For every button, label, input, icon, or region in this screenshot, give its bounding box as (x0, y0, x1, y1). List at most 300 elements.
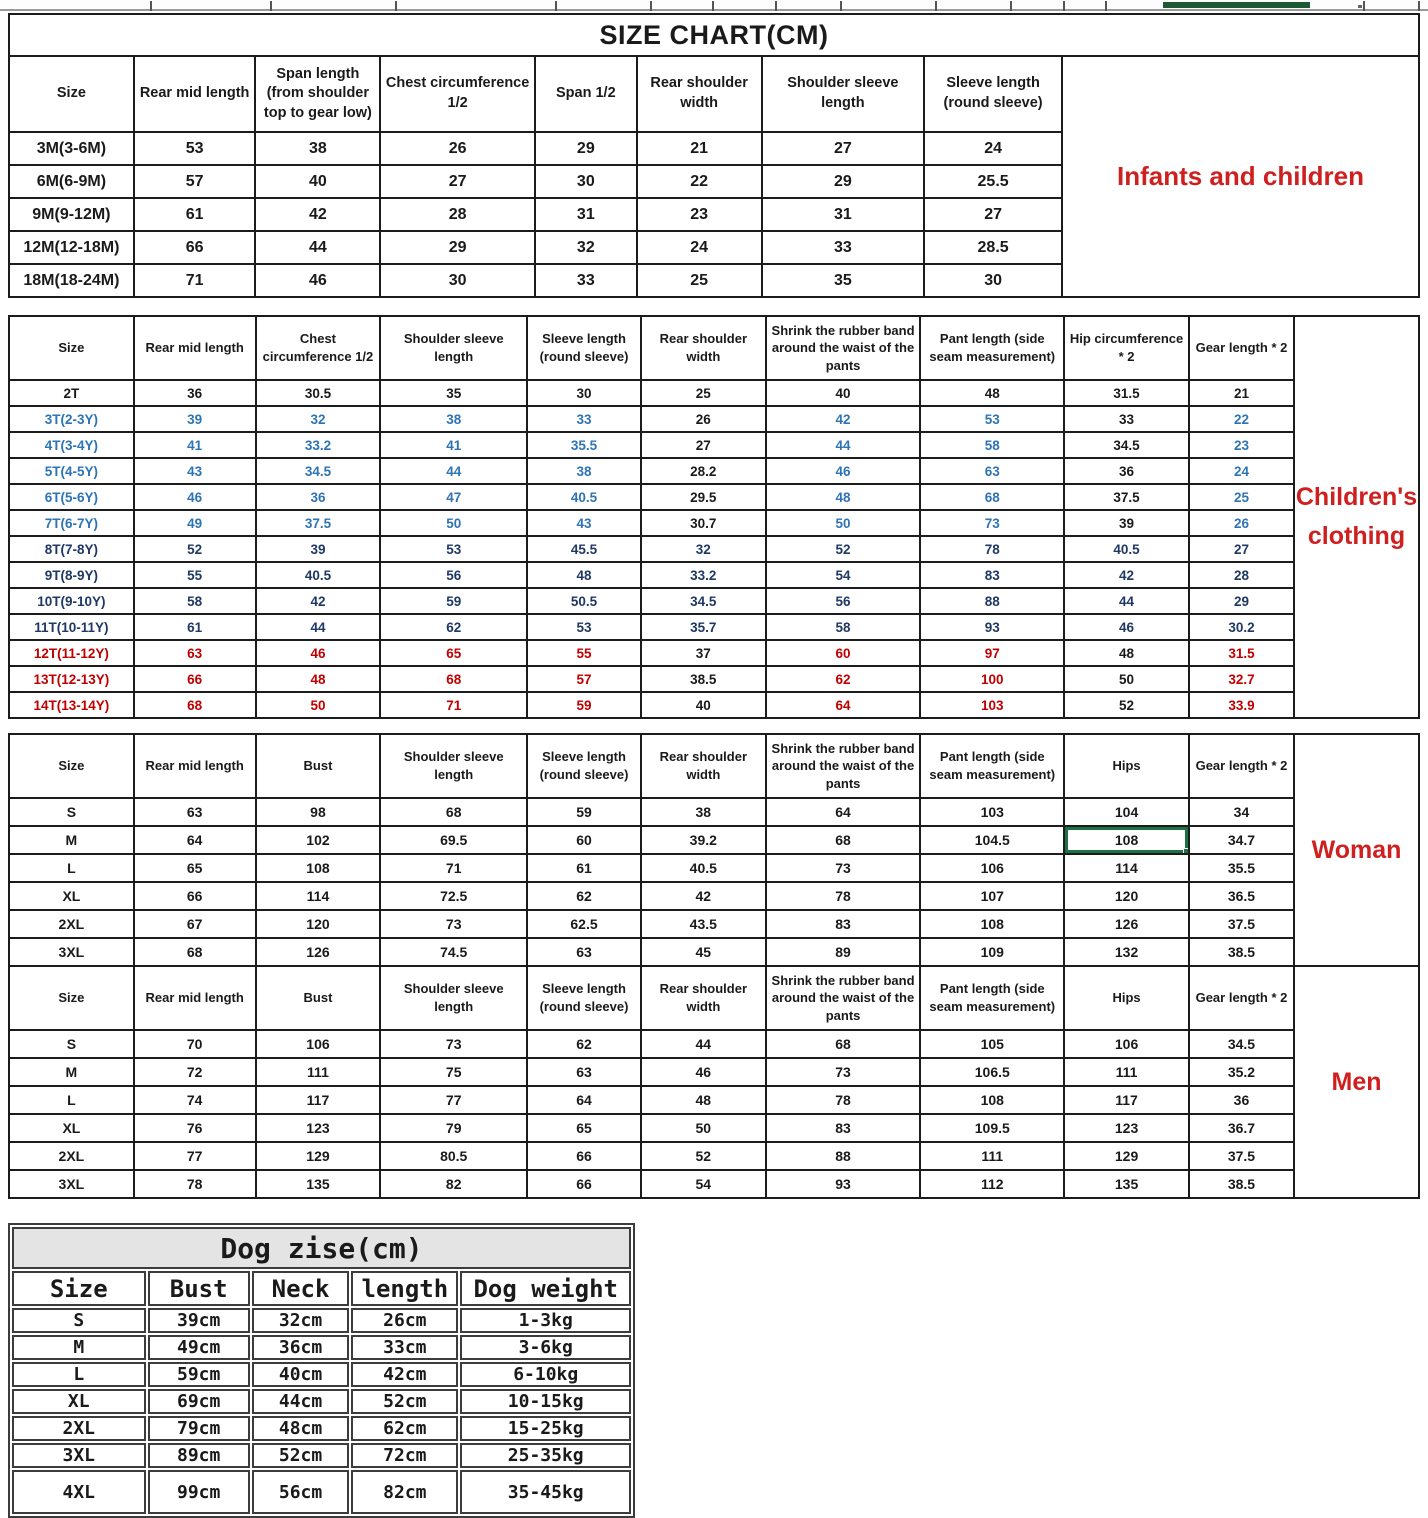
value-cell: 50 (641, 1114, 766, 1142)
value-cell: 66 (134, 882, 256, 910)
table-row (9, 826, 1294, 854)
value-cell: 66 (527, 1170, 641, 1198)
value-cell: 50 (380, 510, 527, 536)
size-cell: S (12, 1308, 146, 1333)
value-cell: 35.5 (1189, 854, 1294, 882)
size-cell: 6T(5-6Y) (9, 484, 134, 510)
value-cell: 64 (766, 798, 921, 826)
table-row (9, 380, 1294, 406)
value-cell: 29 (762, 165, 925, 198)
value-cell: 73 (380, 1030, 527, 1058)
column-header: Size (9, 316, 134, 380)
column-header: Shrink the rubber band around the waist of the pants (766, 966, 921, 1030)
value-cell: 46 (255, 264, 380, 297)
value-cell: 106.5 (920, 1058, 1064, 1086)
value-cell: 56cm (252, 1470, 349, 1514)
column-header: Shoulder sleeve length (380, 966, 527, 1030)
value-cell: 25 (641, 380, 766, 406)
column-header: Hip circumference * 2 (1064, 316, 1189, 380)
value-cell: 63 (134, 798, 256, 826)
value-cell: 71 (380, 692, 527, 718)
value-cell: 71 (134, 264, 256, 297)
value-cell: 48 (641, 1086, 766, 1114)
value-cell: 35-45kg (460, 1470, 631, 1514)
value-cell: 48 (1064, 640, 1189, 666)
size-cell: 8T(7-8Y) (9, 536, 134, 562)
column-header: Sleeve length (round sleeve) (924, 56, 1062, 132)
value-cell: 42 (766, 406, 921, 432)
value-cell: 36 (134, 380, 256, 406)
value-cell: 34.5 (641, 588, 766, 614)
value-cell: 52 (641, 1142, 766, 1170)
value-cell: 59 (527, 798, 641, 826)
value-cell: 65 (380, 640, 527, 666)
value-cell: 40.5 (1064, 536, 1189, 562)
value-cell: 65 (527, 1114, 641, 1142)
value-cell: 129 (256, 1142, 381, 1170)
value-cell: 135 (256, 1170, 381, 1198)
value-cell: 68 (766, 826, 921, 854)
column-header: Bust (256, 966, 381, 1030)
value-cell: 40 (255, 165, 380, 198)
value-cell: 104.5 (920, 826, 1064, 854)
column-boundary-tick (650, 1, 652, 11)
table-row (9, 484, 1294, 510)
column-header: Pant length (side seam measurement) (920, 966, 1064, 1030)
value-cell: 46 (1064, 614, 1189, 640)
value-cell: 34 (1189, 798, 1294, 826)
value-cell: 65 (134, 854, 256, 882)
men-size-table (8, 965, 1295, 1199)
value-cell: 40 (766, 380, 921, 406)
column-header: Rear mid length (134, 734, 256, 798)
value-cell: 103 (920, 798, 1064, 826)
column-header: Sleeve length (round sleeve) (527, 966, 641, 1030)
value-cell: 44 (380, 458, 527, 484)
size-cell: 5T(4-5Y) (9, 458, 134, 484)
column-header: Bust (148, 1271, 250, 1306)
men-label: Men (1293, 965, 1420, 1199)
value-cell: 26 (1189, 510, 1294, 536)
value-cell: 38.5 (641, 666, 766, 692)
table-row (9, 1030, 1294, 1058)
value-cell: 26 (641, 406, 766, 432)
value-cell: 30 (924, 264, 1062, 297)
value-cell: 36cm (252, 1335, 349, 1360)
value-cell: 57 (134, 165, 256, 198)
value-cell: 44 (255, 231, 380, 264)
column-header: Pant length (side seam measurement) (920, 734, 1064, 798)
value-cell: 43.5 (641, 910, 766, 938)
value-cell: 49cm (148, 1335, 250, 1360)
value-cell: 33 (535, 264, 637, 297)
value-cell: 64 (134, 826, 256, 854)
value-cell: 106 (1064, 1030, 1189, 1058)
value-cell: 43 (134, 458, 256, 484)
value-cell: 56 (380, 562, 527, 588)
value-cell: 45.5 (527, 536, 641, 562)
column-header: Rear shoulder width (641, 966, 766, 1030)
value-cell: 33 (1064, 406, 1189, 432)
value-cell: 69.5 (380, 826, 527, 854)
table-row (9, 1058, 1294, 1086)
table-row (9, 536, 1294, 562)
value-cell: 63 (527, 1058, 641, 1086)
value-cell: 108 (256, 854, 381, 882)
column-header: Shoulder sleeve length (380, 734, 527, 798)
value-cell: 82 (380, 1170, 527, 1198)
value-cell: 34.5 (1064, 432, 1189, 458)
value-cell: 24 (1189, 458, 1294, 484)
table-row (9, 264, 1062, 297)
value-cell: 44 (641, 1030, 766, 1058)
column-boundary-tick (1418, 1, 1420, 11)
column-boundary-tick (1105, 1, 1107, 11)
value-cell: 89cm (148, 1443, 250, 1468)
column-header: Rear mid length (134, 966, 256, 1030)
value-cell: 39.2 (641, 826, 766, 854)
table-row (9, 640, 1294, 666)
value-cell: 38 (255, 132, 380, 165)
table-row (12, 1443, 631, 1468)
size-cell: 7T(6-7Y) (9, 510, 134, 536)
value-cell: 93 (766, 1170, 921, 1198)
value-cell: 61 (134, 198, 256, 231)
strip-dot (1358, 5, 1362, 8)
value-cell: 36.5 (1189, 882, 1294, 910)
table-row (9, 432, 1294, 458)
value-cell: 48cm (252, 1416, 349, 1441)
value-cell: 66 (134, 231, 256, 264)
size-cell: 9M(9-12M) (9, 198, 134, 231)
woman-label: Woman (1293, 733, 1420, 967)
dog-table-title: Dog zise(cm) (12, 1227, 631, 1269)
value-cell: 32 (641, 536, 766, 562)
value-cell: 32.7 (1189, 666, 1294, 692)
spreadsheet-column-strip (0, 0, 1428, 11)
value-cell: 35.7 (641, 614, 766, 640)
value-cell: 36.7 (1189, 1114, 1294, 1142)
value-cell: 30.5 (256, 380, 381, 406)
value-cell: 53 (527, 614, 641, 640)
value-cell: 123 (256, 1114, 381, 1142)
table-row (9, 854, 1294, 882)
column-header: Size (9, 56, 134, 132)
column-header: Rear shoulder width (641, 734, 766, 798)
column-header: Rear mid length (134, 316, 256, 380)
value-cell: 72.5 (380, 882, 527, 910)
value-cell: 31 (762, 198, 925, 231)
column-header: Hips (1064, 966, 1189, 1030)
value-cell: 37 (641, 640, 766, 666)
table-row (9, 132, 1062, 165)
value-cell: 69cm (148, 1389, 250, 1414)
value-cell: 55 (134, 562, 256, 588)
value-cell: 60 (527, 826, 641, 854)
value-cell: 52cm (351, 1389, 458, 1414)
size-cell: L (9, 854, 134, 882)
value-cell: 60 (766, 640, 921, 666)
active-cell: 108 (1064, 826, 1189, 854)
selected-column-highlight (1163, 2, 1310, 8)
size-cell: 3XL (9, 1170, 134, 1198)
value-cell: 26cm (351, 1308, 458, 1333)
value-cell: 109.5 (920, 1114, 1064, 1142)
value-cell: 48 (766, 484, 921, 510)
value-cell: 68 (134, 692, 256, 718)
value-cell: 46 (256, 640, 381, 666)
value-cell: 40.5 (641, 854, 766, 882)
value-cell: 63 (134, 640, 256, 666)
value-cell: 29 (535, 132, 637, 165)
header-row (9, 56, 1062, 132)
column-boundary-tick (1363, 1, 1365, 11)
column-header: Shrink the rubber band around the waist of the pants (766, 734, 921, 798)
value-cell: 30 (380, 264, 535, 297)
column-boundary-tick (1010, 1, 1012, 11)
table-row (12, 1335, 631, 1360)
value-cell: 53 (920, 406, 1064, 432)
column-header: Shoulder sleeve length (380, 316, 527, 380)
column-header: Gear length * 2 (1189, 316, 1294, 380)
value-cell: 78 (920, 536, 1064, 562)
value-cell: 48 (256, 666, 381, 692)
value-cell: 50 (256, 692, 381, 718)
table-row (9, 562, 1294, 588)
column-boundary-tick (775, 1, 777, 11)
column-boundary-tick (555, 1, 557, 11)
value-cell: 135 (1064, 1170, 1189, 1198)
value-cell: 43 (527, 510, 641, 536)
table-row (12, 1416, 631, 1441)
value-cell: 30 (535, 165, 637, 198)
value-cell: 41 (134, 432, 256, 458)
column-header: Size (12, 1271, 146, 1306)
value-cell: 33cm (351, 1335, 458, 1360)
value-cell: 73 (766, 854, 921, 882)
dog-size-table (8, 1223, 635, 1518)
value-cell: 72 (134, 1058, 256, 1086)
column-header: Bust (256, 734, 381, 798)
column-header: Dog weight (460, 1271, 631, 1306)
table-row (9, 692, 1294, 718)
value-cell: 106 (920, 854, 1064, 882)
value-cell: 73 (920, 510, 1064, 536)
value-cell: 76 (134, 1114, 256, 1142)
value-cell: 10-15kg (460, 1389, 631, 1414)
value-cell: 27 (641, 432, 766, 458)
table-row (9, 1170, 1294, 1198)
value-cell: 34.5 (256, 458, 381, 484)
value-cell: 29 (1189, 588, 1294, 614)
men-section (8, 965, 1420, 1199)
table-row (9, 510, 1294, 536)
value-cell: 103 (920, 692, 1064, 718)
table-row (9, 1086, 1294, 1114)
size-cell: L (12, 1362, 146, 1387)
table-row (9, 938, 1294, 966)
size-cell: M (12, 1335, 146, 1360)
size-cell: 13T(12-13Y) (9, 666, 134, 692)
size-cell: 6M(6-9M) (9, 165, 134, 198)
value-cell: 114 (256, 882, 381, 910)
value-cell: 126 (1064, 910, 1189, 938)
table-row (12, 1470, 631, 1514)
value-cell: 117 (1064, 1086, 1189, 1114)
value-cell: 38.5 (1189, 1170, 1294, 1198)
header-row (9, 966, 1294, 1030)
value-cell: 68 (380, 798, 527, 826)
value-cell: 46 (134, 484, 256, 510)
value-cell: 44cm (252, 1389, 349, 1414)
value-cell: 79 (380, 1114, 527, 1142)
size-cell: 3XL (12, 1443, 146, 1468)
size-cell: 12T(11-12Y) (9, 640, 134, 666)
table-row (12, 1389, 631, 1414)
value-cell: 24 (637, 231, 762, 264)
value-cell: 38 (380, 406, 527, 432)
size-cell: 12M(12-18M) (9, 231, 134, 264)
value-cell: 82cm (351, 1470, 458, 1514)
value-cell: 132 (1064, 938, 1189, 966)
value-cell: 52 (134, 536, 256, 562)
value-cell: 31 (535, 198, 637, 231)
column-header: Gear length * 2 (1189, 966, 1294, 1030)
value-cell: 32 (256, 406, 381, 432)
value-cell: 25.5 (924, 165, 1062, 198)
value-cell: 108 (920, 1086, 1064, 1114)
value-cell: 32cm (252, 1308, 349, 1333)
value-cell: 77 (134, 1142, 256, 1170)
value-cell: 88 (920, 588, 1064, 614)
value-cell: 46 (766, 458, 921, 484)
value-cell: 32 (535, 231, 637, 264)
value-cell: 37.5 (1064, 484, 1189, 510)
column-header: length (351, 1271, 458, 1306)
value-cell: 52cm (252, 1443, 349, 1468)
value-cell: 78 (134, 1170, 256, 1198)
value-cell: 37.5 (1189, 1142, 1294, 1170)
value-cell: 35.5 (527, 432, 641, 458)
value-cell: 42 (256, 588, 381, 614)
value-cell: 1-3kg (460, 1308, 631, 1333)
value-cell: 106 (256, 1030, 381, 1058)
table-row (9, 614, 1294, 640)
column-header: Neck (252, 1271, 349, 1306)
column-boundary-tick (840, 1, 842, 11)
value-cell: 36 (1189, 1086, 1294, 1114)
value-cell: 74 (134, 1086, 256, 1114)
value-cell: 52 (1064, 692, 1189, 718)
column-header: Hips (1064, 734, 1189, 798)
size-cell: 2XL (9, 1142, 134, 1170)
value-cell: 64 (766, 692, 921, 718)
value-cell: 44 (766, 432, 921, 458)
value-cell: 59cm (148, 1362, 250, 1387)
value-cell: 22 (637, 165, 762, 198)
value-cell: 66 (527, 1142, 641, 1170)
value-cell: 41 (380, 432, 527, 458)
value-cell: 48 (920, 380, 1064, 406)
value-cell: 67 (134, 910, 256, 938)
value-cell: 26 (380, 132, 535, 165)
value-cell: 23 (637, 198, 762, 231)
value-cell: 28 (380, 198, 535, 231)
value-cell: 42 (255, 198, 380, 231)
value-cell: 28 (1189, 562, 1294, 588)
value-cell: 79cm (148, 1416, 250, 1441)
value-cell: 75 (380, 1058, 527, 1086)
dog-section (8, 1223, 1428, 1518)
page-title: SIZE CHART(CM) (8, 13, 1420, 55)
value-cell: 109 (920, 938, 1064, 966)
value-cell: 27 (380, 165, 535, 198)
table-row (9, 165, 1062, 198)
size-cell: 4XL (12, 1470, 146, 1514)
size-cell: 2T (9, 380, 134, 406)
value-cell: 93 (920, 614, 1064, 640)
size-cell: L (9, 1086, 134, 1114)
value-cell: 35 (762, 264, 925, 297)
value-cell: 66 (134, 666, 256, 692)
value-cell: 27 (924, 198, 1062, 231)
value-cell: 54 (641, 1170, 766, 1198)
value-cell: 24 (924, 132, 1062, 165)
value-cell: 102 (256, 826, 381, 854)
value-cell: 47 (380, 484, 527, 510)
size-cell: 10T(9-10Y) (9, 588, 134, 614)
value-cell: 45 (641, 938, 766, 966)
value-cell: 21 (637, 132, 762, 165)
value-cell: 40cm (252, 1362, 349, 1387)
table-row (9, 406, 1294, 432)
value-cell: 120 (256, 910, 381, 938)
column-header: Size (9, 966, 134, 1030)
value-cell: 53 (134, 132, 256, 165)
value-cell: 129 (1064, 1142, 1189, 1170)
value-cell: 33.2 (256, 432, 381, 458)
infants-label: Infants and children (1061, 55, 1420, 298)
value-cell: 33 (527, 406, 641, 432)
value-cell: 31.5 (1064, 380, 1189, 406)
value-cell: 120 (1064, 882, 1189, 910)
value-cell: 36 (256, 484, 381, 510)
value-cell: 63 (920, 458, 1064, 484)
value-cell: 35 (380, 380, 527, 406)
value-cell: 77 (380, 1086, 527, 1114)
value-cell: 68 (134, 938, 256, 966)
size-cell: 11T(10-11Y) (9, 614, 134, 640)
value-cell: 48 (527, 562, 641, 588)
size-cell: XL (12, 1389, 146, 1414)
value-cell: 38.5 (1189, 938, 1294, 966)
value-cell: 83 (766, 910, 921, 938)
value-cell: 104 (1064, 798, 1189, 826)
column-boundary-tick (150, 1, 152, 11)
table-row (9, 882, 1294, 910)
value-cell: 44 (1064, 588, 1189, 614)
value-cell: 62 (766, 666, 921, 692)
size-cell: 3XL (9, 938, 134, 966)
column-header: Shoulder sleeve length (762, 56, 925, 132)
value-cell: 50.5 (527, 588, 641, 614)
value-cell: 63 (527, 938, 641, 966)
value-cell: 62 (527, 882, 641, 910)
value-cell: 38 (527, 458, 641, 484)
column-header: Shrink the rubber band around the waist of the pants (766, 316, 921, 380)
value-cell: 40 (641, 692, 766, 718)
value-cell: 34.5 (1189, 1030, 1294, 1058)
